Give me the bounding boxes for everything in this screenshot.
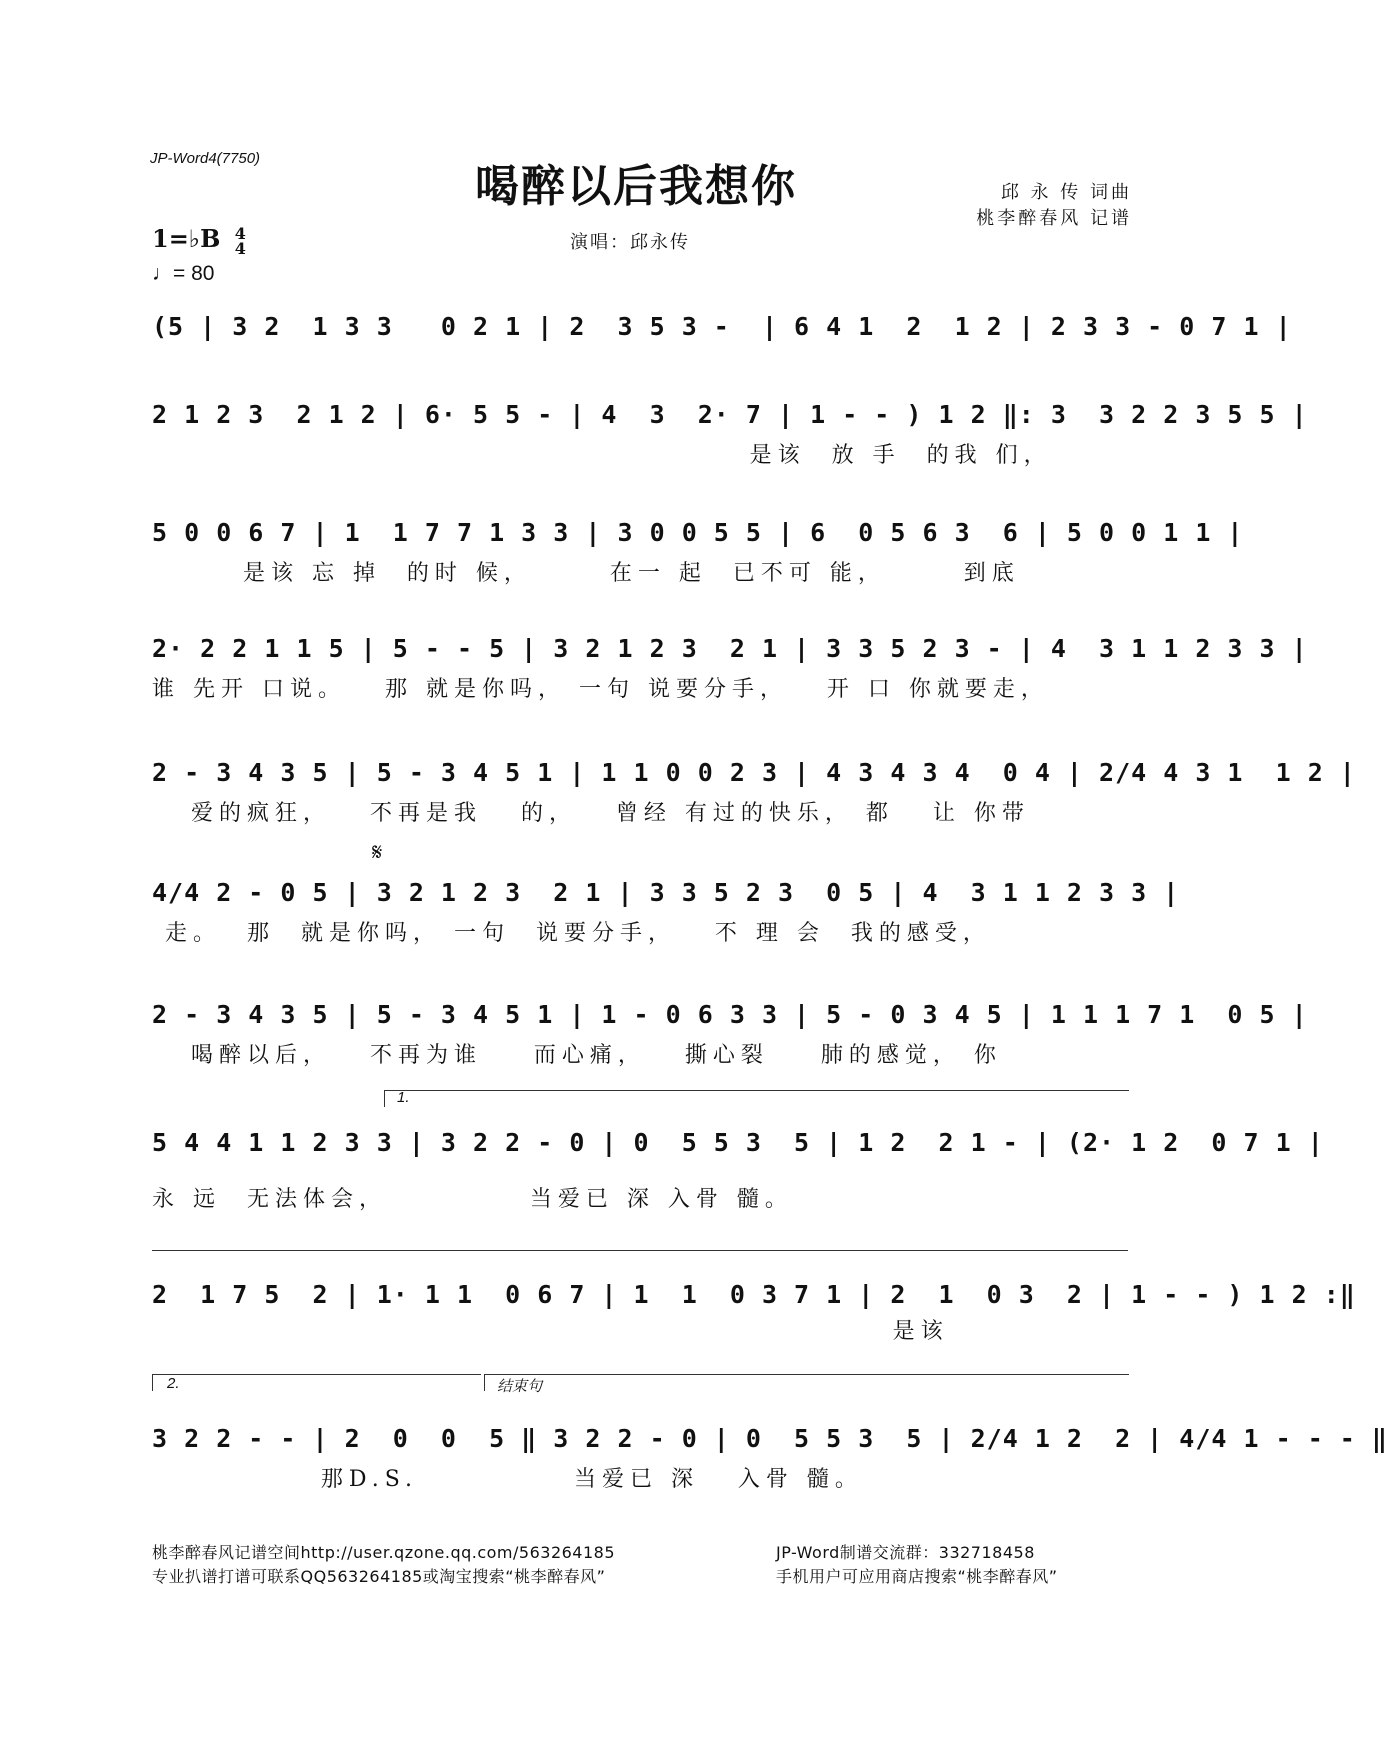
score-row-7-notes: 2 - 3 4 3 5 | 5 - 3 4 5 1 | 1 - 0 6 3 3 | 5 - 0 3 4 5 | 1 1 1 7 1 0 5 | [152, 1000, 1308, 1029]
time-bottom: 4 [234, 238, 246, 258]
score-row-4-notes: 2· 2 2 1 1 5 | 5 - - 5 | 3 2 1 2 3 2 1 | 3 3 5 2 3 - | 4 3 1 1 2 3 3 | [152, 634, 1308, 663]
score-row-2-lyrics: 是该 放 手 的我 们， [152, 443, 1052, 468]
software-label: JP-Word4(7750) [150, 150, 261, 167]
tempo-marking: ♩= 80 [152, 262, 215, 285]
coda-label: 结束句 [497, 1378, 543, 1395]
footer-left-line-1: 桃李醉春风记谱空间http://user.qzone.qq.com/563264185 [152, 1543, 616, 1562]
key-label: 1=♭B [152, 224, 221, 253]
score-row-6-lyrics: 走。 那 就是你吗， 一句 说要分手， 不 理 会 我的感受， [152, 921, 991, 946]
time-signature [234, 223, 246, 258]
score-row-9-notes: 2 1 7 5 2 | 1· 1 1 0 6 7 | 1 1 0 3 7 1 | 2 1 0 3 2 | 1 - - ) 1 2 :‖ [152, 1280, 1356, 1309]
score-row-1-notes: (5 | 3 2 1 3 3 0 2 1 | 2 3 5 3 - | 6 4 1 2 1 2 | 2 3 3 - 0 7 1 | [152, 312, 1292, 341]
score-row-5-notes: 2 - 3 4 3 5 | 5 - 3 4 5 1 | 1 1 0 0 2 3 | 4 3 4 3 4 0 4 | 2/4 4 3 1 1 2 | [152, 758, 1356, 787]
score-row-8-notes: 5 4 4 1 1 2 3 3 | 3 2 2 - 0 | 0 5 5 3 5 | 1 2 2 1 - | (2· 1 2 0 7 1 | [152, 1128, 1324, 1157]
volta-second-bracket [152, 1374, 481, 1391]
continuation-bracket [152, 1250, 1128, 1251]
volta-first-bracket [384, 1090, 1129, 1107]
score-row-5-lyrics: 爱的疯狂， 不再是我 的， 曾经 有过的快乐， 都 让 你带 [152, 801, 1030, 826]
singer-label: 演唱：邱永传 [570, 232, 690, 253]
footer-right-line-1: JP-Word制谱交流群：332718458 [776, 1543, 1035, 1562]
footer-right-line-2: 手机用户可应用商店搜索“桃李醉春风” [776, 1567, 1058, 1586]
score-row-10-notes: 3 2 2 - - | 2 0 0 5 ‖ 3 2 2 - 0 | 0 5 5 3 5 | 2/4 1 2 2 | 4/4 1 - - - ‖ [152, 1424, 1388, 1453]
credit-notation: 桃李醉春风 记谱 [976, 208, 1132, 229]
score-row-7-lyrics: 喝醉以后， 不再为谁 而心痛， 撕心裂 肺的感觉， 你 [152, 1043, 1002, 1068]
key-signature [152, 224, 246, 256]
score-row-8-lyrics: 永 远 无法体会， 当爱已 深 入骨 髓。 [152, 1187, 793, 1212]
time-top: 4 [234, 223, 246, 243]
coda-bracket [484, 1374, 1129, 1395]
score-row-4-lyrics: 谁 先开 口说。 那 就是你吗， 一句 说要分手， 开 口 你就要走， [152, 677, 1049, 702]
score-row-10-lyrics: 那D.S. 当爱已 深 入骨 髓。 [152, 1467, 863, 1492]
score-row-3-notes: 5 0 0 6 7 | 1 1 7 7 1 3 3 | 3 0 0 5 5 | 6 0 5 6 3 6 | 5 0 0 1 1 | [152, 518, 1244, 547]
score-row-9-lyrics: 是该 [152, 1319, 949, 1344]
volta-first-label: 1. [397, 1089, 410, 1106]
score-row-6-notes: 4/4 2 - 0 5 | 3 2 1 2 3 2 1 | 3 3 5 2 3 0 5 | 4 3 1 1 2 3 3 | [152, 878, 1180, 907]
score-row-3-lyrics: 是该 忘 掉 的时 候， 在一 起 已不可 能， 到底 [152, 561, 1020, 586]
song-title: 喝醉以后我想你 [475, 161, 797, 212]
volta-second-label: 2. [167, 1375, 180, 1392]
credit-words-music: 邱 永 传 词曲 [1000, 182, 1132, 203]
segno-icon: 𝄋 [372, 838, 383, 866]
footer-left-line-2: 专业扒谱打谱可联系QQ563264185或淘宝搜索“桃李醉春风” [152, 1567, 606, 1586]
score-row-2-notes: 2 1 2 3 2 1 2 | 6· 5 5 - | 4 3 2· 7 | 1 - - ) 1 2 ‖: 3 3 2 2 3 5 5 | [152, 400, 1308, 429]
